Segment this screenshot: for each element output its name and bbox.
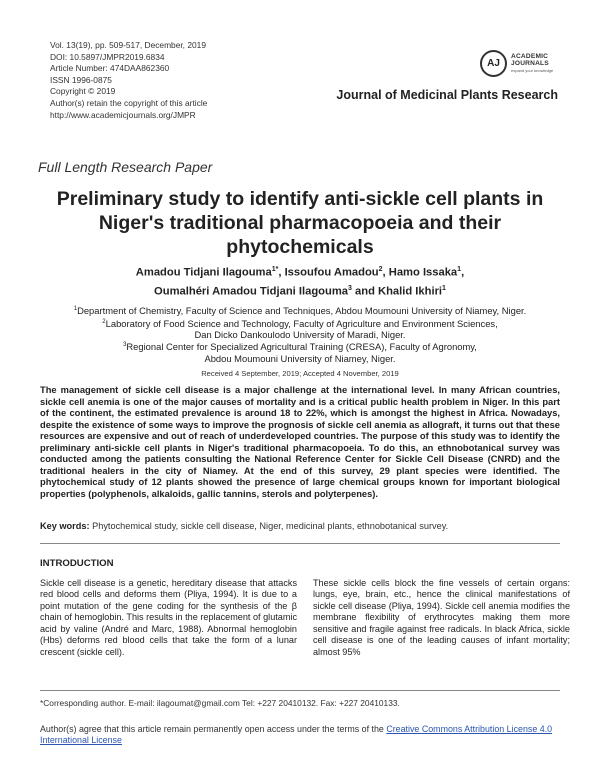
author-separator: , xyxy=(278,266,285,279)
abstract: The management of sickle cell disease is a major challenge at the international level. In many African countries, sickle cell anemia is one of the major causes of mortality and is a critical public health problem in Niger. In this part of the continent, the estimated prevalence is around 18 to 22%, which is amongst the highest in Africa. Nowadays, despite the existence of some ways to improve the prognosis of sickle cell anemia as allograft, it turns out that these resources are expensive and out of reach of underdeveloped countries. The purpose of this study was to identify the preliminary anti-sickle cell plants in Niger's traditional pharmacopoeia. To do this, an ethnobotanical survey was conducted among the patients consulting the National Reference Center for Sickle Cell Disease (CNRD) and the traditional healers in the city of Niamey. At the end of this survey, 29 plant species were identified. The phytochemical study of 12 plants showed the presence of large chemical groups known for important biological properties (polyphenols, alkaloids, gallic tannins, sterols and polyterpenes). xyxy=(40,385,560,499)
affiliations xyxy=(40,304,560,364)
author-list xyxy=(40,262,560,299)
author-affiliation-mark: 3 xyxy=(348,284,352,292)
author-name: Oumalhéri Amadou Tidjani Ilagouma xyxy=(154,285,348,298)
footnote-divider xyxy=(40,690,560,691)
affiliation-1 xyxy=(40,304,560,317)
section-heading-introduction: INTRODUCTION xyxy=(40,558,114,569)
author-affiliation-mark: 1 xyxy=(457,266,462,273)
logo-mark-icon: AJ xyxy=(480,50,507,77)
license-link[interactable]: Creative Commons Attribution License 4.0 International License xyxy=(40,724,553,746)
license-text: Author(s) agree that this article remain permanently open access under the terms of the xyxy=(40,724,387,734)
logo-tagline: expand your knowledge xyxy=(511,68,554,73)
body-column-left: Sickle cell disease is a genetic, hereditary disease that attacks red blood cells and deforms them (Pliya, 1994). It is due to a point mutation of the gene coding for the synthesis of the β chain of hemoglobin. This results in the replacement of glutamic acid by valine (André and Marc, 1988). Abnormal hemoglobin (Hbs) deforms red blood cells that take the form of a lunar crescent (sickle cell). xyxy=(40,578,297,657)
author-name: Issoufou Amadou xyxy=(284,266,379,279)
article-metadata xyxy=(50,40,207,121)
volume-line: Vol. 13(19), pp. 509-517, December, 2019 xyxy=(50,40,206,50)
affiliation-text: Department of Chemistry, Faculty of Science and Techniques, Abdou Moumouni University of Niamey, Niger. xyxy=(77,305,527,317)
affiliation-mark: 3 xyxy=(123,342,127,349)
copyright-line: Copyright © 2019 xyxy=(50,86,116,97)
author-affiliation-mark: 1* xyxy=(271,266,279,273)
article-type: Full Length Research Paper xyxy=(38,159,213,175)
author-affiliation-mark: 1 xyxy=(442,284,446,292)
journal-name: Journal of Medicinal Plants Research xyxy=(336,88,558,102)
author-affiliation-mark: 2 xyxy=(378,266,383,273)
corresponding-author: *Corresponding author. E-mail: ilagoumat@gmail.com Tel: +227 20410132. Fax: +227 20410133. xyxy=(40,698,400,708)
author-name: Amadou Tidjani Ilagouma xyxy=(135,266,272,279)
affiliation-3-cont: Abdou Moumouni University of Niamey, Niger. xyxy=(204,353,396,364)
affiliation-text: Laboratory of Food Science and Technology, Faculty of Agriculture and Environment Sciences, xyxy=(105,317,498,329)
keywords xyxy=(40,521,560,531)
journal-url-line[interactable]: http://www.academicjournals.org/JMPR xyxy=(50,109,196,120)
rights-line: Author(s) retain the copyright of this article xyxy=(50,97,208,108)
body-column-right: These sickle cells block the fine vessels of certain organs: lungs, eye, brain, etc., hence the clinical manifestations of sickle cell disease (Pliya, 1994). Sickle cell anemia modifies the membrane flexibility of erythrocytes making them more sensitive and fragile against free radicals. In black Africa, sickle cell disease is one of the leading causes of infant mortality; almost 95% xyxy=(313,578,570,657)
license-notice xyxy=(40,724,560,747)
publisher-logo xyxy=(480,50,570,80)
affiliation-2-cont: Dan Dicko Dankoulodo University of Maradi, Niger. xyxy=(194,329,406,341)
keywords-divider xyxy=(40,543,560,544)
author-name: Hamo Issaka xyxy=(388,266,458,279)
author-separator: , xyxy=(382,266,389,279)
author-name: Khalid Ikhiri xyxy=(378,285,443,298)
author-separator: and xyxy=(351,285,379,298)
keywords-text: Phytochemical study, sickle cell disease, Niger, medicinal plants, ethnobotanical survey. xyxy=(92,521,449,531)
affiliation-text: Regional Center for Specialized Agricultural Training (CRESA), Faculty of Agronomy, xyxy=(126,341,477,353)
author-separator: , xyxy=(461,266,465,279)
logo-text-line1: ACADEMIC xyxy=(511,53,549,60)
affiliation-mark: 2 xyxy=(102,318,106,325)
logo-text-line2: JOURNALS xyxy=(511,60,549,67)
doi-line: DOI: 10.5897/JMPR2019.6834 xyxy=(50,51,165,62)
keywords-label: Key words: xyxy=(40,521,90,531)
affiliation-2 xyxy=(40,317,560,330)
article-number-line: Article Number: 474DAA862360 xyxy=(50,63,170,74)
article-title: Preliminary study to identify anti-sickle cell plants in Niger's traditional pharmacopoeia and their phytochemicals xyxy=(56,188,544,258)
issn-line: ISSN 1996-0875 xyxy=(50,74,112,85)
affiliation-3 xyxy=(40,340,560,353)
affiliation-mark: 1 xyxy=(73,306,78,312)
received-dates: Received 4 September, 2019; Accepted 4 November, 2019 xyxy=(201,369,399,378)
